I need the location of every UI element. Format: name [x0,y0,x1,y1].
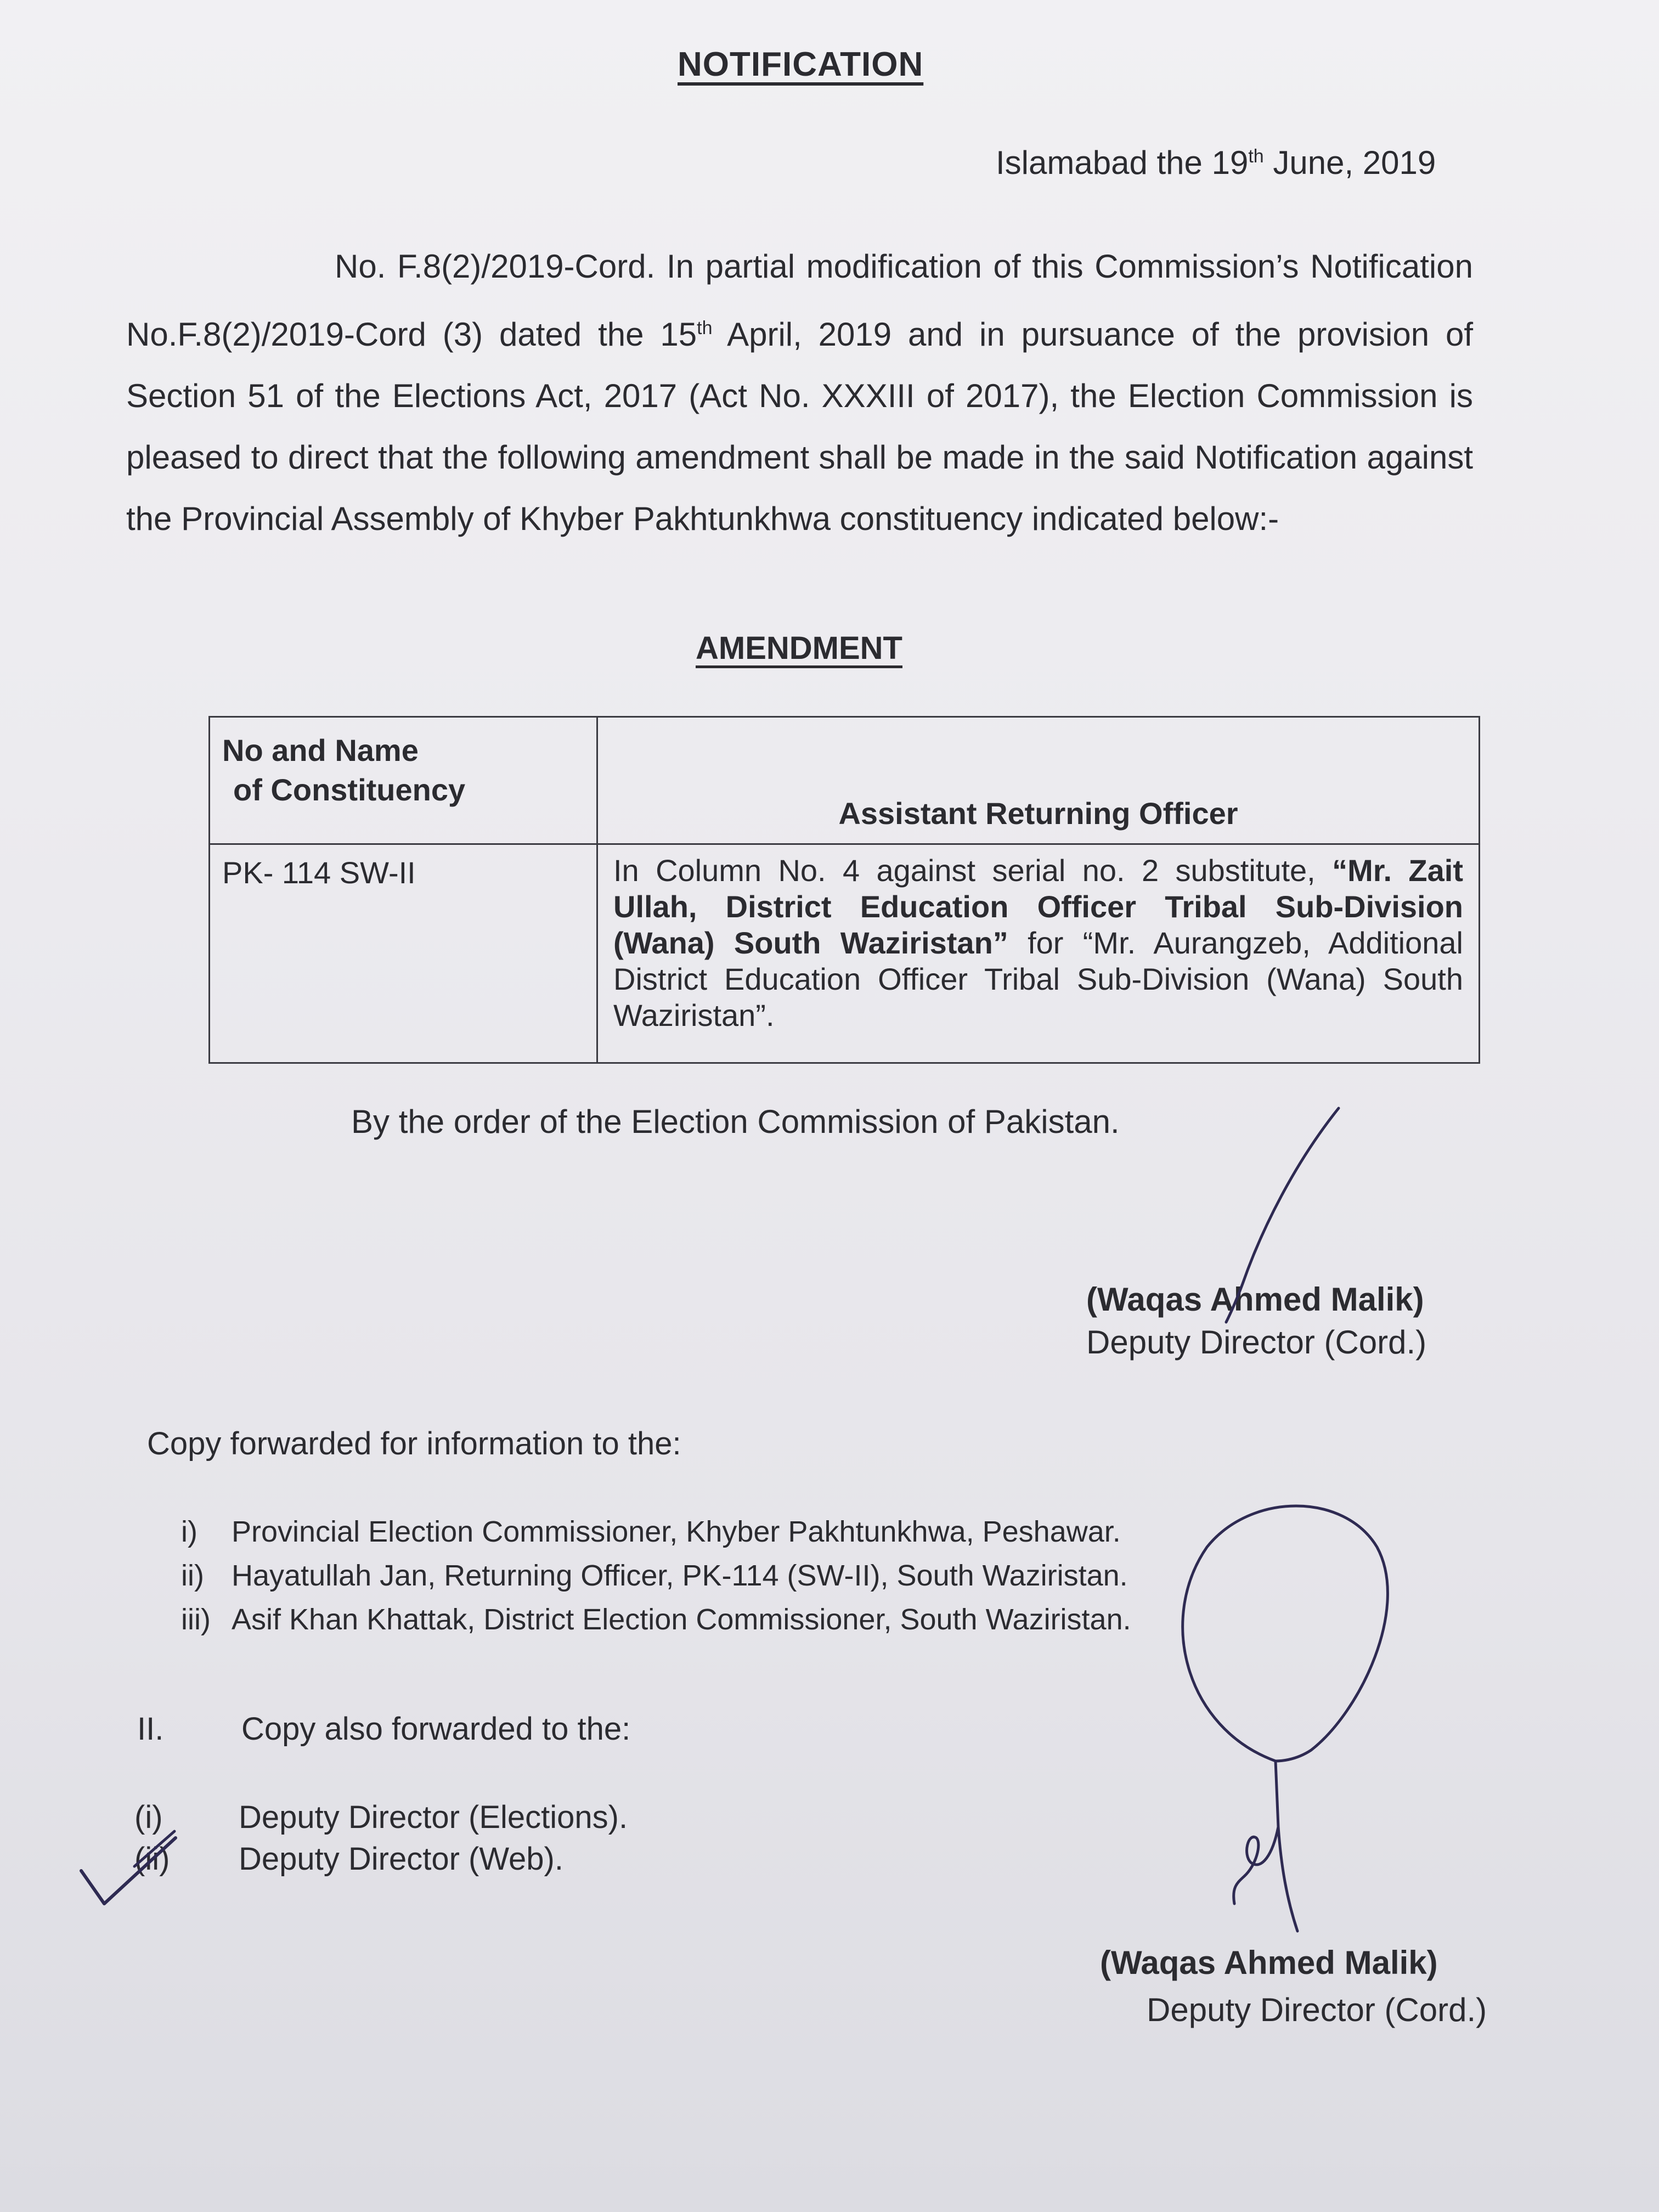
cell-constituency: PK- 114 SW-II [210,844,597,1063]
list-item [181,1598,1131,1641]
header-constituency-line1: No and Name [222,733,419,768]
notification-body [126,236,1473,550]
header-constituency-line2: of Constituency [233,772,466,807]
table-header-row [210,717,1480,844]
cell-aro-substitution [597,844,1480,1063]
signatory-name: (Waqas Ahmed Malik) [1086,1281,1424,1318]
signature-block-2 [1100,1939,1487,2034]
signatory-title: Deputy Director (Cord.) [1086,1324,1427,1361]
list-item-text: Hayatullah Jan, Returning Officer, PK-114 (SW-II), South Waziristan. [232,1559,1128,1592]
signature-loop-2 [1183,1506,1388,1931]
signatory-name: (Waqas Ahmed Malik) [1100,1944,1438,1981]
date-suffix: June, 2019 [1263,144,1436,181]
copy-also-heading-text: Copy also forwarded to the: [241,1711,631,1747]
list-item-text: Provincial Election Commissioner, Khyber Pakhtunkhwa, Peshawar. [232,1515,1121,1548]
copy-forwarded-list [181,1510,1131,1641]
list-item-text: Asif Khan Khattak, District Election Commissioner, South Waziristan. [232,1603,1131,1636]
header-aro: Assistant Returning Officer [597,717,1480,844]
list-item-number: (i) [134,1799,163,1835]
copy-forwarded-heading: Copy forwarded for information to the: [147,1426,681,1462]
list-item-text: Deputy Director (Web). [239,1841,563,1877]
signature-block-1 [1086,1278,1426,1364]
copy-also-list [134,1797,628,1880]
section-number: II. [137,1711,164,1747]
list-item-number: ii) [181,1559,204,1592]
list-item-text: Deputy Director (Elections). [239,1799,628,1835]
issue-date [996,144,1436,182]
substitution-intro: In Column No. 4 against serial no. 2 substitute, [613,853,1333,888]
list-item [134,1797,628,1838]
list-item [181,1510,1131,1554]
body-ordinal: th [697,318,713,338]
amendment-title: AMENDMENT [696,630,902,666]
amendment-table [208,716,1480,1064]
header-constituency [210,717,597,844]
list-item-number: iii) [181,1603,211,1636]
order-line: By the order of the Election Commission of Pakistan. [351,1103,1120,1140]
substitution-old-officer: for “Mr. Aurangzeb, Additional District Education Officer Tribal Sub-Division (Wana) South Waziristan”. [613,926,1463,1032]
list-item [134,1838,628,1880]
list-item-number: i) [181,1515,198,1548]
table-row [210,844,1480,1063]
list-item [181,1554,1131,1598]
substitution-new-officer: “Mr. Zait Ullah, District Education Officer Tribal Sub-Division (Wana) South Waziristan” [613,853,1463,960]
date-ordinal: th [1248,146,1264,167]
list-item-number: (ii) [134,1841,170,1877]
date-prefix: Islamabad the 19 [996,144,1249,181]
body-part1: No. F.8(2)/2019-Cord. In partial modification of this Commission’s Notification No.F.8(2)/2019-Cord (3) dated the 15 [126,248,1473,353]
signatory-title: Deputy Director (Cord.) [1147,1991,1487,2028]
body-part2: April, 2019 and in pursuance of the provision of Section 51 of the Elections Act, 2017 (Act No. XXXIII of 2017), the Election Commission is pleased to direct that the following amendment shall be made in the said Notification against the Provincial Assembly of Khyber Pakhtunkhwa constituency indicated below:- [126,316,1474,537]
notification-title: NOTIFICATION [678,46,924,83]
copy-also-heading [137,1711,630,1747]
